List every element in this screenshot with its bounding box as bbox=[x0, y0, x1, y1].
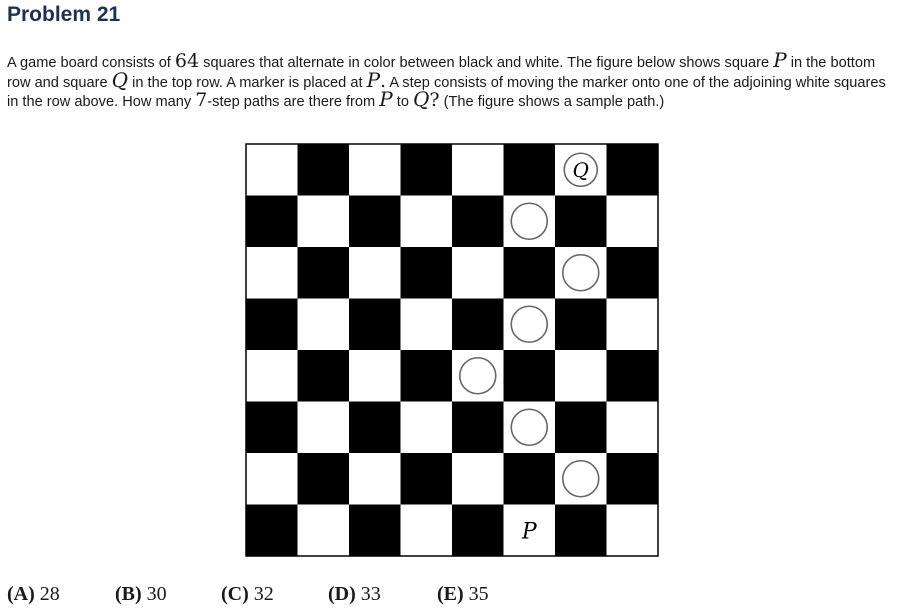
choice-e[interactable] bbox=[437, 583, 489, 606]
choice-value: 30 bbox=[146, 583, 167, 605]
path-marker-circle bbox=[511, 203, 547, 239]
choice-b[interactable] bbox=[115, 583, 167, 606]
white-square bbox=[246, 350, 298, 402]
black-square bbox=[246, 196, 298, 248]
path-marker-circle bbox=[460, 358, 496, 394]
white-square bbox=[298, 402, 350, 454]
white-square bbox=[246, 247, 298, 299]
black-square bbox=[555, 402, 607, 454]
black-square bbox=[298, 453, 350, 505]
path-marker-circle bbox=[563, 255, 599, 291]
path-marker-circle bbox=[511, 306, 547, 342]
white-square bbox=[607, 196, 659, 248]
black-square bbox=[452, 402, 504, 454]
text-part: to bbox=[392, 94, 413, 110]
black-square bbox=[298, 247, 350, 299]
text-part: squares that alternate in color between black and white. The figure below shows square bbox=[199, 55, 774, 71]
white-square bbox=[298, 505, 350, 557]
black-square bbox=[401, 350, 453, 402]
black-square bbox=[607, 144, 659, 196]
math-period: . bbox=[380, 69, 387, 92]
white-square bbox=[607, 505, 659, 557]
white-square bbox=[452, 453, 504, 505]
white-square bbox=[298, 196, 350, 248]
math-p: P bbox=[366, 67, 381, 92]
white-square bbox=[555, 350, 607, 402]
choice-label: (E) bbox=[437, 583, 464, 605]
choice-label: (A) bbox=[7, 583, 35, 605]
white-square bbox=[298, 299, 350, 351]
black-square bbox=[504, 247, 556, 299]
black-square bbox=[349, 299, 401, 351]
choice-d[interactable] bbox=[328, 583, 381, 606]
black-square bbox=[555, 505, 607, 557]
black-square bbox=[349, 196, 401, 248]
choice-label: (B) bbox=[115, 583, 142, 605]
black-square bbox=[349, 402, 401, 454]
black-square bbox=[401, 247, 453, 299]
text-part: A step consists of moving the marker onto one of the adjoining white squares in the row above. How many bbox=[7, 74, 886, 110]
white-square bbox=[349, 144, 401, 196]
black-square bbox=[607, 350, 659, 402]
number-7: 7 bbox=[195, 89, 208, 111]
text-part: -step paths are there from bbox=[207, 94, 380, 110]
math-q: Q bbox=[413, 87, 430, 111]
white-square bbox=[349, 453, 401, 505]
black-square bbox=[452, 196, 504, 248]
white-square bbox=[349, 350, 401, 402]
white-square bbox=[401, 196, 453, 248]
math-p: P bbox=[773, 48, 787, 72]
text-part: (The figure shows a sample path.) bbox=[439, 94, 665, 110]
black-square bbox=[246, 299, 298, 351]
white-square bbox=[452, 247, 504, 299]
number-64: 64 bbox=[174, 50, 200, 72]
game-board bbox=[245, 143, 659, 557]
math-p: P bbox=[379, 87, 393, 111]
black-square bbox=[298, 144, 350, 196]
black-square bbox=[555, 299, 607, 351]
white-square bbox=[607, 402, 659, 454]
white-square bbox=[246, 144, 298, 196]
black-square bbox=[401, 453, 453, 505]
black-square bbox=[452, 299, 504, 351]
choice-value: 28 bbox=[39, 583, 60, 605]
math-q: Q bbox=[111, 67, 129, 92]
math-question-mark: ? bbox=[429, 89, 440, 111]
text-part: in the bottom row and square bbox=[7, 55, 876, 91]
white-square bbox=[401, 402, 453, 454]
black-square bbox=[607, 453, 659, 505]
choice-value: 35 bbox=[468, 583, 489, 605]
black-square bbox=[504, 144, 556, 196]
white-square bbox=[452, 144, 504, 196]
white-square bbox=[607, 299, 659, 351]
black-square bbox=[298, 350, 350, 402]
problem-statement bbox=[7, 48, 897, 113]
choice-c[interactable] bbox=[221, 583, 274, 606]
choice-value: 32 bbox=[253, 583, 274, 605]
choice-a[interactable] bbox=[7, 583, 60, 606]
white-square bbox=[401, 505, 453, 557]
black-square bbox=[504, 350, 556, 402]
path-marker-circle bbox=[511, 409, 547, 445]
square-q-label: Q bbox=[572, 157, 589, 182]
black-square bbox=[555, 196, 607, 248]
square-p-label: P bbox=[521, 519, 537, 545]
text-part: A game board consists of bbox=[7, 55, 175, 71]
path-marker-circle bbox=[563, 461, 599, 497]
choice-label: (D) bbox=[328, 583, 356, 605]
black-square bbox=[452, 505, 504, 557]
black-square bbox=[401, 144, 453, 196]
black-square bbox=[349, 505, 401, 557]
white-square bbox=[401, 299, 453, 351]
black-square bbox=[607, 247, 659, 299]
white-square bbox=[246, 453, 298, 505]
text-part: in the top row. A marker is placed at bbox=[128, 74, 367, 91]
choice-label: (C) bbox=[221, 583, 249, 605]
choice-value: 33 bbox=[360, 583, 381, 605]
white-square bbox=[349, 247, 401, 299]
problem-title: Problem 21 bbox=[7, 3, 121, 26]
black-square bbox=[246, 505, 298, 557]
black-square bbox=[246, 402, 298, 454]
black-square bbox=[504, 453, 556, 505]
